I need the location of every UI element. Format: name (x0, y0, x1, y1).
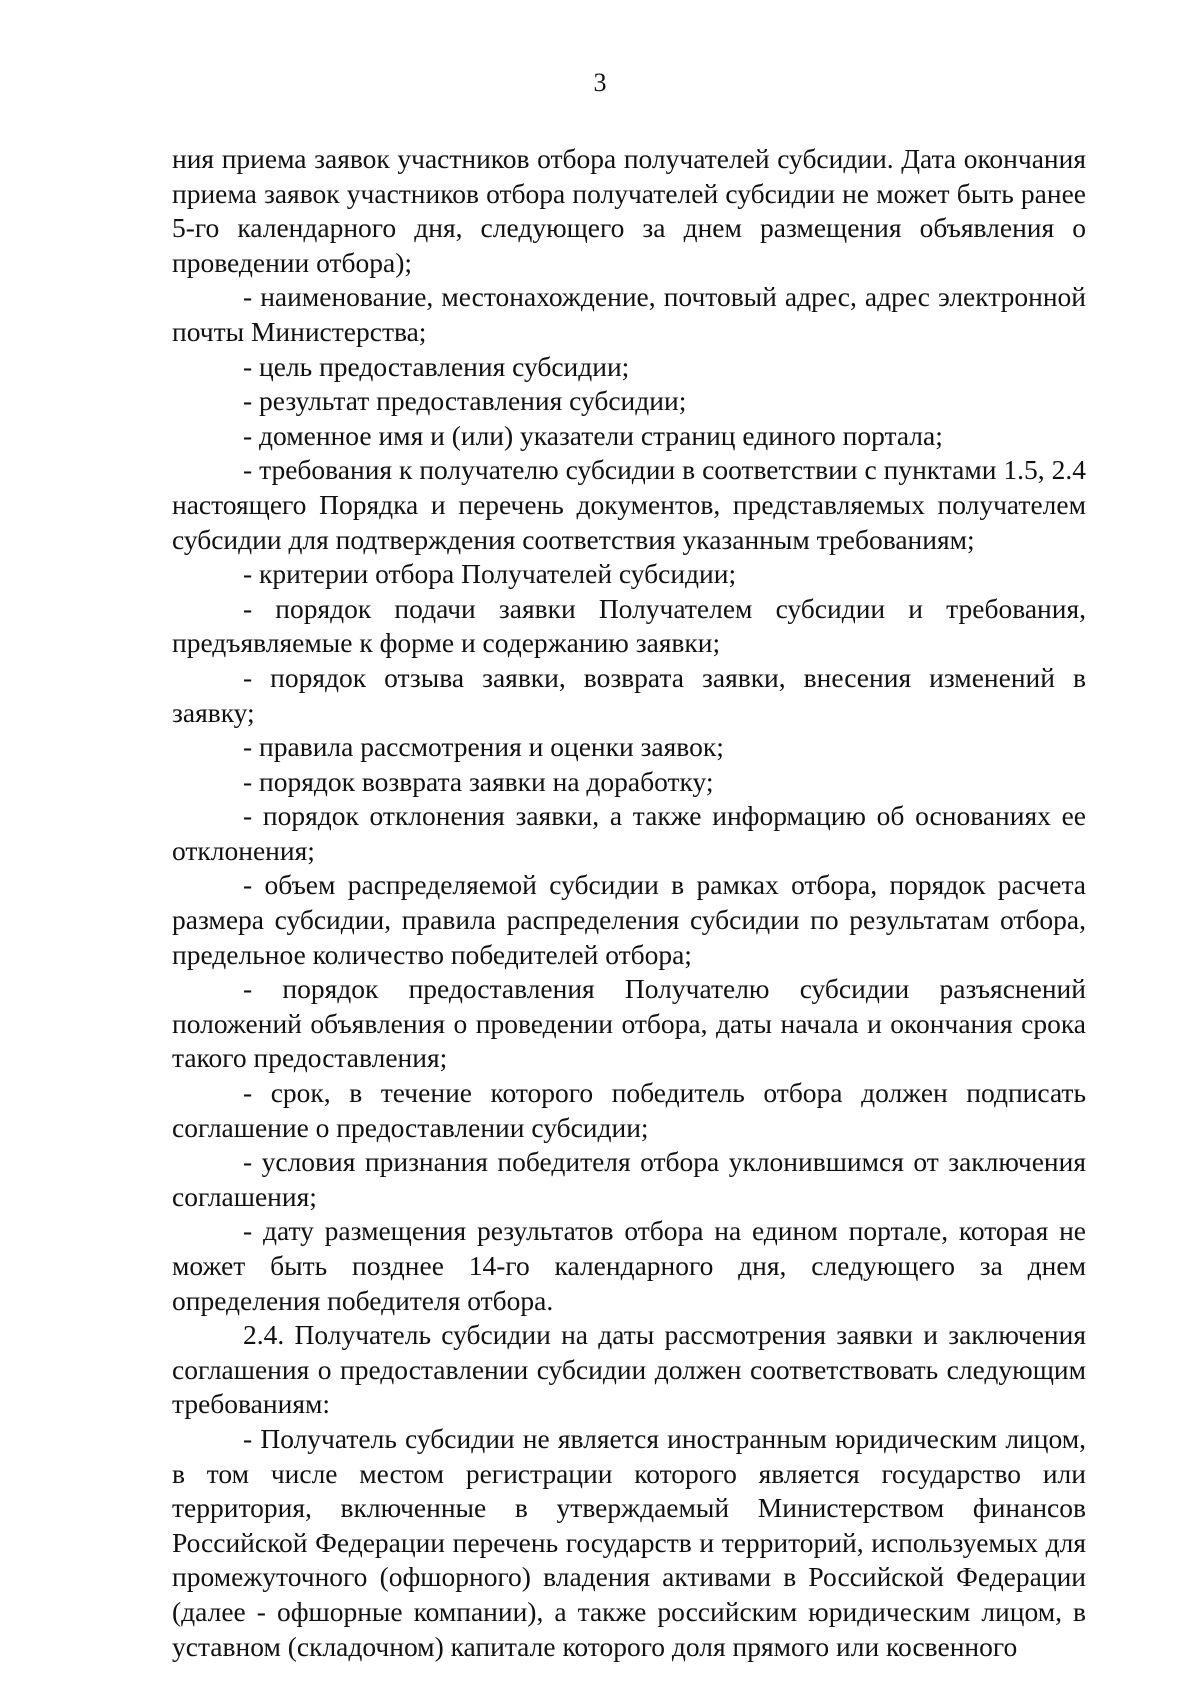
list-item: - порядок подачи заявки Получателем субсидии и требования, предъявляемые к форме и содержанию заявки; (172, 592, 1086, 659)
list-item: - критерии отбора Получателей субсидии; (243, 558, 737, 590)
list-item: - условия признания победителя отбора уклонившимся от заключения соглашения; (172, 1146, 1086, 1212)
list-item: - правила рассмотрения и оценки заявок; (243, 731, 724, 763)
page-number: 3 (593, 68, 607, 97)
list-item: - порядок отзыва заявки, возврата заявки, внесения изменений в заявку; (172, 661, 1086, 728)
list-item: - Получатель субсидии не является иностранным юридическим лицом, в том числе местом регистрации которого является государство или территория, включенные в утверждаемый Министерством финансов Российской Федерации перечень государств и территорий, используемых для промежуточного (офшорного) владения активами в Российской Федерации (далее - офшорные компании), а также российским юридическим лицом, в уставном (складочном) капитале которого доля прямого или косвенного (172, 1422, 1086, 1662)
list-item: - порядок отклонения заявки, а также информацию об основаниях ее отклонения; (172, 800, 1086, 866)
document-body (172, 142, 1086, 1664)
list-item: - порядок предоставления Получателю субсидии разъяснений положений объявления о проведении отбора, даты начала и окончания срока такого предоставления; (172, 973, 1086, 1074)
paragraph-continuation: ния приема заявок участников отбора получателей субсидии. Дата окончания приема заявок участников отбора получателей субсидии не может быть ранее 5-го календарного дня, следующего за днем размещения объявления о проведении отбора); (172, 143, 1086, 278)
list-item: - результат предоставления субсидии; (243, 385, 687, 417)
list-item: - наименование, местонахождение, почтовый адрес, адрес электронной почты Министерства; (172, 281, 1086, 347)
list-item: - порядок возврата заявки на доработку; (243, 765, 714, 797)
list-item: - дату размещения результатов отбора на едином портале, которая не может быть позднее 14-го календарного дня, следующего за днем определения победителя отбора. (172, 1215, 1086, 1316)
list-item: - объем распределяемой субсидии в рамках отбора, порядок расчета размера субсидии, правила распределения субсидии по результатам отбора, предельное количество победителей отбора; (172, 869, 1086, 970)
list-item: - доменное имя и (или) указатели страниц единого портала; (243, 419, 943, 451)
list-item: - цель предоставления субсидии; (243, 350, 630, 382)
list-item: - срок, в течение которого победитель отбора должен подписать соглашение о предоставлении субсидии; (172, 1077, 1086, 1143)
section-paragraph: 2.4. Получатель субсидии на даты рассмотрения заявки и заключения соглашения о предоставлении субсидии должен соответствовать следующим требованиям: (172, 1319, 1086, 1420)
list-item: - требования к получателю субсидии в соответствии с пунктами 1.5, 2.4 настоящего Порядка и перечень документов, представляемых получателем субсидии для подтверждения соответствия указанным требованиям; (172, 454, 1086, 555)
